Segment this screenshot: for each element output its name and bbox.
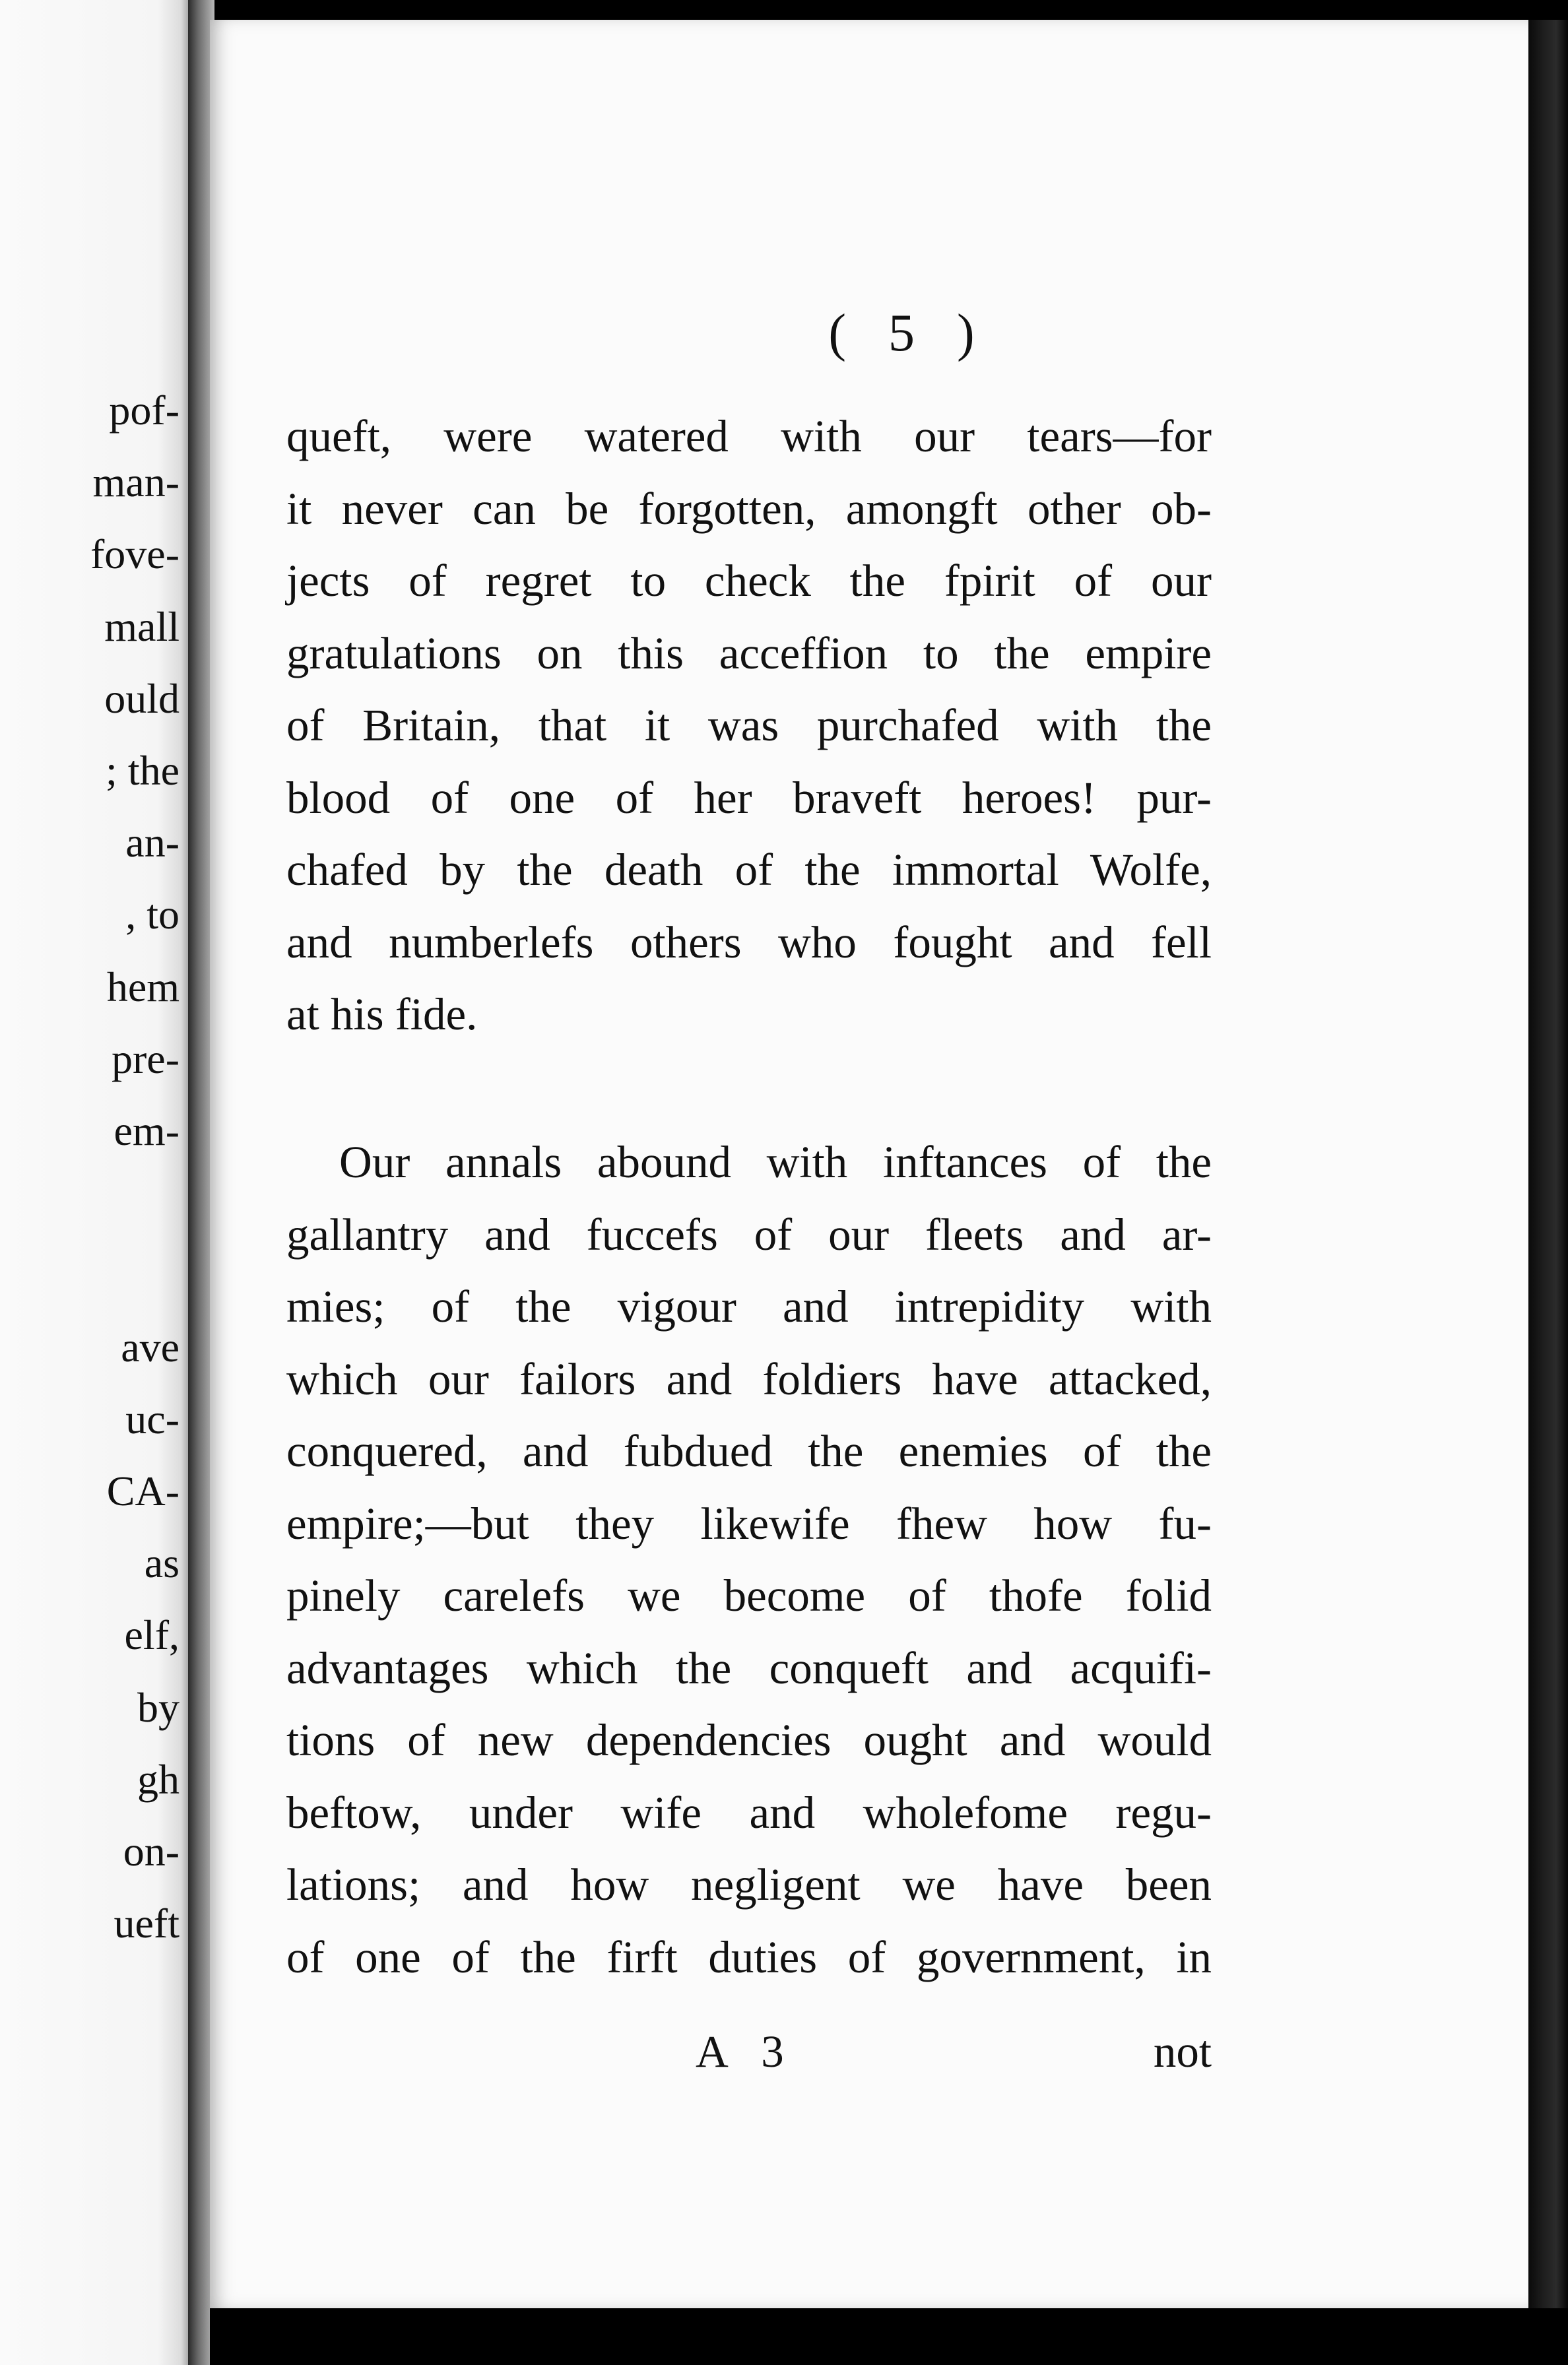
left-page-line: elf, <box>124 1611 180 1659</box>
text-line: of Britain, that it was purchafed with the <box>286 700 1212 750</box>
text-line: pinely carelefs we become of thofe folid <box>286 1571 1212 1621</box>
text-line: beftow, under wife and wholefome regu- <box>286 1787 1212 1838</box>
left-page-line: em- <box>114 1107 180 1154</box>
text-line: it never can be forgotten, amongft other ob- <box>286 483 1212 534</box>
left-page-line: on- <box>123 1828 180 1875</box>
left-page-line: as <box>144 1539 180 1587</box>
left-page-line: pof- <box>109 387 180 434</box>
text-line: gallantry and fuccefs of our fleets and ar- <box>286 1209 1212 1260</box>
text-line: empire;—but they likewife fhew how fu- <box>286 1498 1212 1549</box>
paragraph-2 <box>286 1126 1212 1993</box>
page-number: ( 5 ) <box>828 304 989 362</box>
catchword: not <box>1153 2026 1212 2077</box>
text-line: mies; of the vigour and intrepidity with <box>286 1281 1212 1332</box>
text-line: jects of regret to check the fpirit of our <box>286 556 1212 606</box>
left-page-line: , to <box>125 891 180 938</box>
bottom-page-edge <box>210 2308 1568 2365</box>
signature-mark: A 3 <box>696 2026 796 2077</box>
left-page-line: ueft <box>114 1900 180 1947</box>
left-page-line: pre- <box>111 1035 180 1082</box>
text-line: advantages which the conqueft and acquifi- <box>286 1642 1212 1693</box>
left-page-line: fove- <box>90 531 180 578</box>
text-line: conquered, and fubdued the enemies of the <box>286 1426 1212 1476</box>
text-line: queft, were watered with our tears—for <box>286 411 1212 461</box>
text-line: blood of one of her braveft heroes! pur- <box>286 772 1212 823</box>
paragraph-1 <box>286 401 1212 1051</box>
left-facing-page <box>0 0 197 2365</box>
text-line: gratulations on this acceffion to the empire <box>286 628 1212 678</box>
text-line: Our annals abound with inftances of the <box>339 1137 1212 1187</box>
right-page-edge <box>1528 20 1568 2365</box>
page-footer <box>286 2026 1212 2092</box>
left-page-line: CA- <box>106 1468 180 1514</box>
left-page-line: ; the <box>106 747 180 794</box>
text-line: chafed by the death of the immortal Wolfe, <box>286 845 1212 895</box>
left-page-line: by <box>137 1683 180 1731</box>
text-line: and numberlefs others who fought and fell <box>286 917 1212 967</box>
text-line: at his fide. <box>286 989 478 1039</box>
left-page-line: man- <box>92 459 180 506</box>
left-page-line: gh <box>137 1755 180 1803</box>
left-page-line: an- <box>125 819 180 866</box>
text-line: lations; and how negligent we have been <box>286 1860 1212 1910</box>
left-page-line: uc- <box>125 1395 180 1442</box>
left-page-line: ould <box>104 674 180 722</box>
text-line: tions of new dependencies ought and would <box>286 1715 1212 1765</box>
main-page <box>210 20 1528 2308</box>
left-page-line: hem <box>106 963 180 1010</box>
text-line: which our failors and foldiers have attacked, <box>286 1353 1212 1404</box>
left-page-line: ave <box>121 1323 180 1371</box>
left-page-line: mall <box>104 602 180 650</box>
text-line: of one of the firft duties of government, in <box>286 1931 1212 1982</box>
